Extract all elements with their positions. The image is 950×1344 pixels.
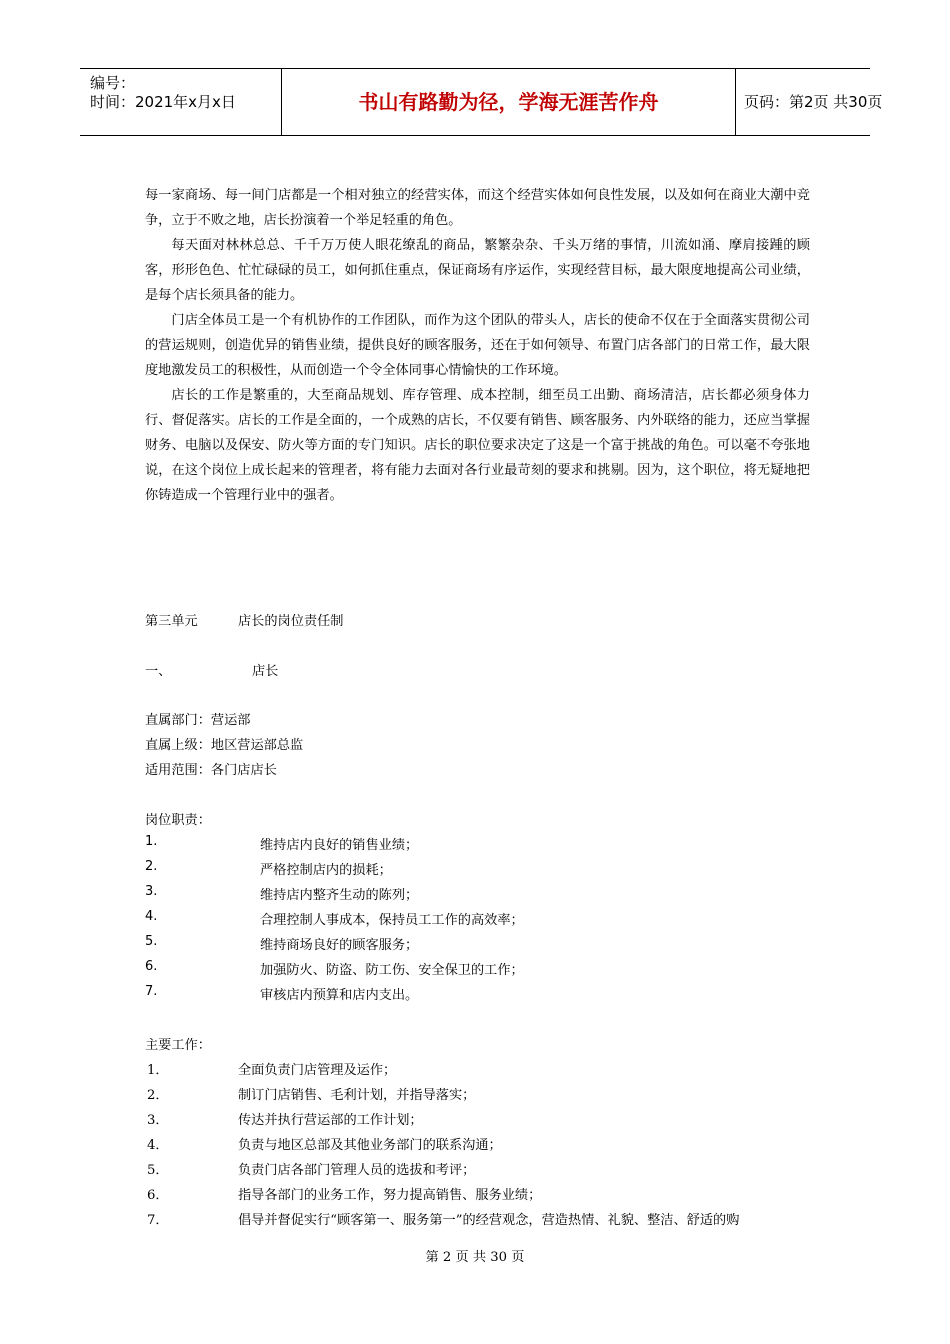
duty-text: 审核店内预算和店内支出。 <box>260 988 419 1003</box>
duties-heading: 岗位职责： <box>145 813 211 828</box>
duty-text: 维持店内整齐生动的陈列； <box>260 888 419 903</box>
tasks-heading: 主要工作： <box>145 1038 211 1053</box>
duty-number: 4. <box>145 909 158 924</box>
info-scope: 适用范围：各门店店长 <box>145 763 277 778</box>
duty-number: 3. <box>145 884 158 899</box>
task-text: 指导各部门的业务工作，努力提高销售、服务业绩； <box>238 1188 542 1203</box>
duty-number: 7. <box>145 984 158 999</box>
task-number: 3． <box>147 1113 169 1128</box>
date-label: 时间：2021年x月x日 <box>90 93 236 111</box>
section-number: 一、 <box>145 664 172 679</box>
duty-text: 维持店内良好的销售业绩； <box>260 838 419 853</box>
page-footer: 第 2 页 共 30 页 <box>425 1250 525 1265</box>
task-number: 5． <box>147 1163 169 1178</box>
duty-number: 1. <box>145 834 158 849</box>
duty-number: 6. <box>145 959 158 974</box>
task-number: 2． <box>147 1088 169 1103</box>
duty-text: 合理控制人事成本，保持员工工作的高效率； <box>260 913 524 928</box>
task-number: 6． <box>147 1188 169 1203</box>
info-superior: 直属上级：地区营运部总监 <box>145 738 304 753</box>
duty-text: 维持商场良好的顾客服务； <box>260 938 419 953</box>
section-title: 店长 <box>252 664 279 679</box>
page-header <box>80 68 883 136</box>
duty-text: 加强防火、防盗、防工伤、安全保卫的工作； <box>260 963 524 978</box>
task-number: 4． <box>147 1138 169 1153</box>
duty-number: 2. <box>145 859 158 874</box>
task-text: 制订门店销售、毛利计划，并指导落实； <box>238 1088 476 1103</box>
duty-text: 严格控制店内的损耗； <box>260 863 392 878</box>
header-meta <box>80 69 282 135</box>
intro-paragraph: 门店全体员工是一个有机协作的工作团队，而作为这个团队的带头人，店长的使命不仅在于全面落实贯彻公司的营运规则，创造优异的销售业绩，提供良好的顾客服务，还在于如何领导、布置门店各部门的日常工作，最大限度地激发员工的积极性，从而创造一个令全体同事心情愉快的工作环境。 <box>145 313 810 378</box>
task-text: 负责门店各部门管理人员的选拔和考评； <box>238 1163 476 1178</box>
info-department: 直属部门：营运部 <box>145 713 251 728</box>
intro-paragraph: 每一家商场、每一间门店都是一个相对独立的经营实体，而这个经营实体如何良性发展，以及如何在商业大潮中竞争，立于不败之地，店长扮演着一个举足轻重的角色。 <box>145 188 810 228</box>
intro-paragraph: 每天面对林林总总、千千万万使人眼花缭乱的商品，繁繁杂杂、千头万绪的事情，川流如涌、摩肩接踵的顾客，形形色色、忙忙碌碌的员工，如何抓住重点，保证商场有序运作，实现经营目标，最大限度地提高公司业绩，是每个店长须具备的能力。 <box>145 238 810 303</box>
task-text: 传达并执行营运部的工作计划； <box>238 1113 423 1128</box>
task-number: 1． <box>147 1063 169 1078</box>
task-text: 倡导并督促实行“顾客第一、服务第一”的经营观念，营造热情、礼貌、整洁、舒适的购 <box>238 1213 740 1228</box>
unit-label: 第三单元 <box>145 614 198 629</box>
code-label: 编号： <box>90 74 136 92</box>
header-motto: 书山有路勤为径，学海无涯苦作舟 <box>282 69 736 135</box>
task-text: 负责与地区总部及其他业务部门的联系沟通； <box>238 1138 502 1153</box>
task-number: 7． <box>147 1213 169 1228</box>
unit-title: 店长的岗位责任制 <box>238 614 344 629</box>
intro-paragraph: 店长的工作是繁重的，大至商品规划、库存管理、成本控制，细至员工出勤、商场清洁，店长都必须身体力行、督促落实。店长的工作是全面的，一个成熟的店长，不仅要有销售、顾客服务、内外联络的能力，还应当掌握财务、电脑以及保安、防火等方面的专门知识。店长的职位要求决定了这是一个富于挑战的角色。可以毫不夸张地说，在这个岗位上成长起来的管理者，将有能力去面对各行业最苛刻的要求和挑剔。因为，这个职位，将无疑地把你铸造成一个管理行业中的强者。 <box>145 388 810 503</box>
duty-number: 5. <box>145 934 158 949</box>
header-page-label: 页码：第2页 共30页 <box>744 93 883 111</box>
task-text: 全面负责门店管理及运作； <box>238 1063 397 1078</box>
